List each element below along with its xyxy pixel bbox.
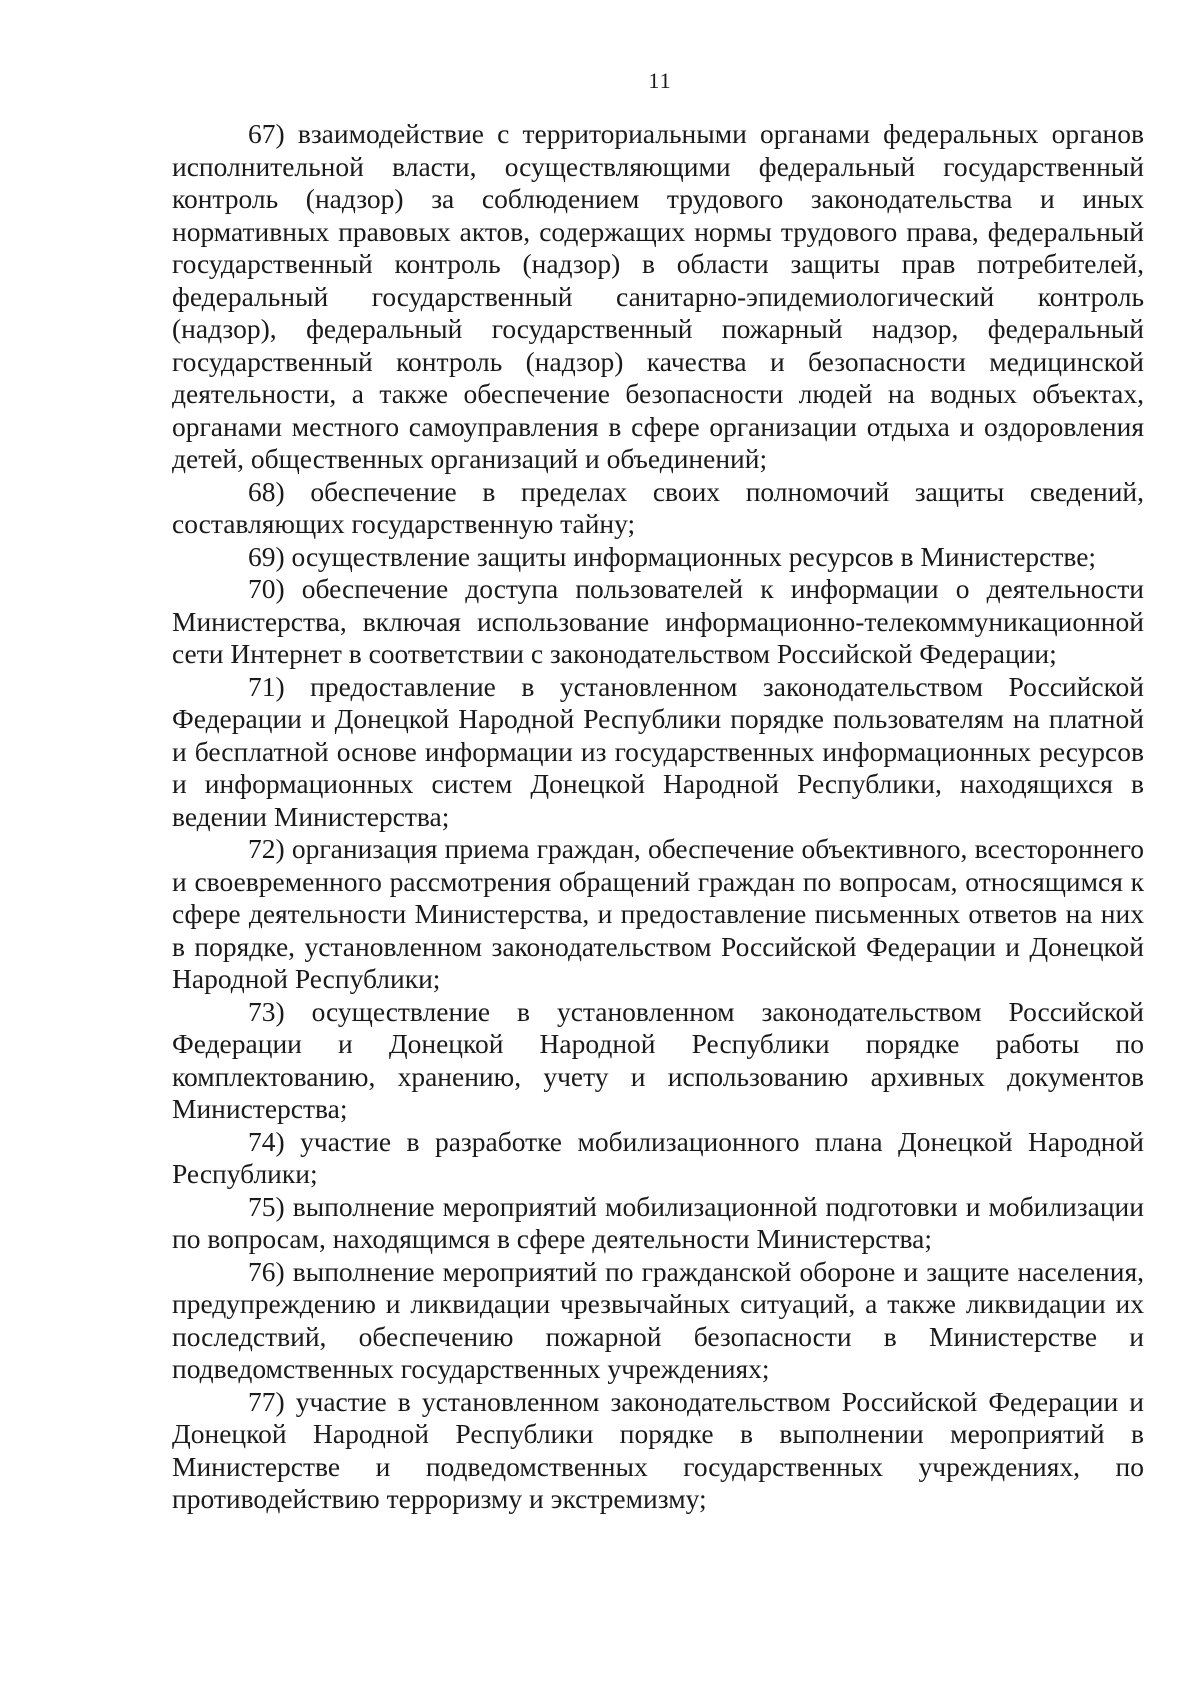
paragraph-68 (172, 476, 1144, 541)
item-text: предоставление в установленном законодательством Российской Федерации и Донецкой Народной Республики порядке пользователям на платной и бесплатной основе информации из государственных информационных ресурсов и информационных систем Донецкой Народной Республики, находящихся в ведении Министерства; (172, 670, 1145, 832)
item-text: организация приема граждан, обеспечение объективного, всестороннего и своевременного рассмотрения обращений граждан по вопросам, относящимся к сфере деятельности Министерства, и предоставление письменных ответов на них в порядке, установленном законодательством Российской Федерации и Донецкой Народной Республики; (172, 833, 1145, 994)
paragraph-75 (172, 1191, 1144, 1256)
item-text: осуществление защиты информационных ресурсов в Министерстве; (291, 540, 1097, 572)
paragraph-70 (172, 573, 1144, 671)
item-number: 72) (248, 833, 285, 864)
paragraph-71 (172, 671, 1144, 834)
paragraph-72 (172, 833, 1144, 996)
item-text: выполнение мероприятий по гражданской обороне и защите населения, предупреждению и ликвидации чрезвычайных ситуаций, а также ликвидации их последствий, обеспечению пожарной безопасности в Министерстве и подведомственных государственных учреждениях; (172, 1255, 1144, 1384)
item-number: 67) (248, 118, 285, 149)
paragraph-74 (172, 1126, 1144, 1191)
item-number: 75) (248, 1190, 285, 1222)
item-number: 71) (248, 670, 285, 702)
item-text: обеспечение доступа пользователей к информации о деятельности Министерства, включая использование информационно-телекоммуникационной сети Интернет в соответствии с законодательством Российской Федерации; (172, 573, 1144, 669)
item-text: участие в разработке мобилизационного плана Донецкой Народной Республики; (172, 1125, 1144, 1189)
item-text: взаимодействие с территориальными органами федеральных органов исполнительной власти, осуществляющими федеральный государственный контроль (надзор) за соблюдением трудового законодательства и иных нормативных правовых актов, содержащих нормы трудового права, федеральный государственный контроль (надзор) в области защиты прав потребителей, федеральный государственный санитарно-эпидемиологический контроль (надзор), федеральный государственный пожарный надзор, федеральный государственный контроль (надзор) качества и безопасности медицинской деятельности, а также обеспечение безопасности людей на водных объектах, органами местного самоуправления в сфере организации отдыха и оздоровления детей, общественных организаций и объединений; (172, 118, 1145, 474)
paragraph-77 (172, 1386, 1144, 1516)
item-text: участие в установленном законодательством Российской Федерации и Донецкой Народной Республики порядке в выполнении мероприятий в Министерстве и подведомственных государственных учреждениях, по противодействию терроризму и экстремизму; (172, 1385, 1144, 1514)
item-text: обеспечение в пределах своих полномочий защиты сведений, составляющих государственную тайну; (172, 475, 1145, 539)
paragraph-76 (172, 1256, 1144, 1386)
item-number: 77) (248, 1385, 285, 1417)
item-number: 68) (248, 475, 285, 507)
page-number: 11 (648, 68, 672, 93)
item-number: 76) (248, 1255, 285, 1287)
item-number: 74) (248, 1125, 285, 1157)
item-number: 69) (248, 540, 285, 572)
paragraph-67 (172, 118, 1144, 476)
document-body (172, 118, 1144, 1516)
item-text: осуществление в установленном законодательством Российской Федерации и Донецкой Народной Республики порядке работы по комплектованию, хранению, учету и использованию архивных документов Министерства; (172, 995, 1145, 1124)
paragraph-73 (172, 996, 1144, 1126)
paragraph-69 (172, 541, 1144, 574)
item-number: 70) (248, 573, 285, 604)
item-number: 73) (248, 995, 285, 1027)
item-text: выполнение мероприятий мобилизационной подготовки и мобилизации по вопросам, находящимся в сфере деятельности Министерства; (172, 1190, 1144, 1254)
